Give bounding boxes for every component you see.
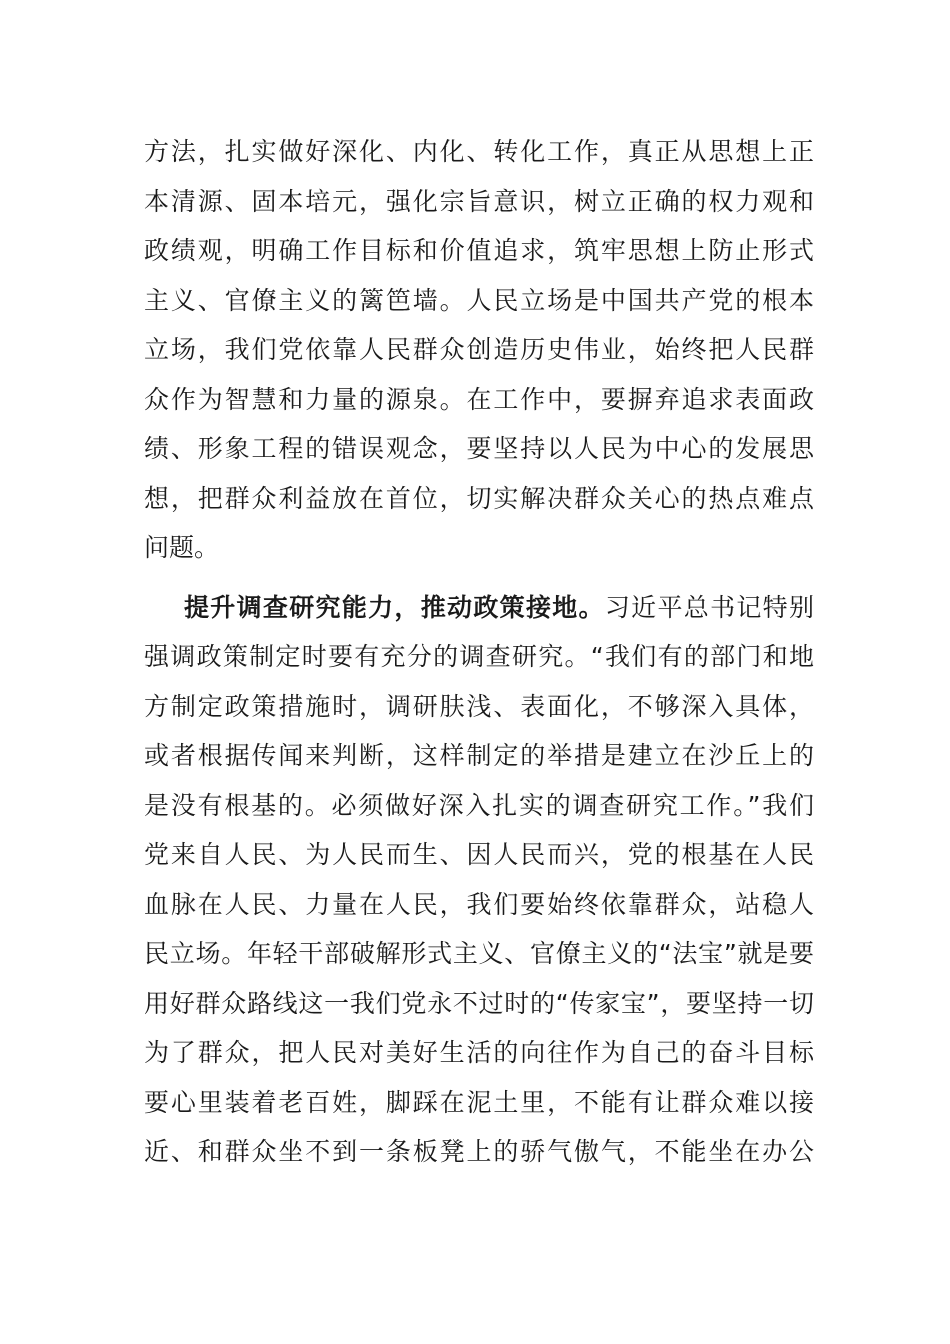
paragraph-2 bbox=[144, 583, 814, 1177]
text-line: 本清源、固本培元，强化宗旨意识，树立正确的权力观和 bbox=[144, 186, 814, 216]
text-line: 立场，我们党依靠人民群众创造历史伟业，始终把人民群 bbox=[144, 335, 814, 364]
text-line: 或者根据传闻来判断，这样制定的举措是建立在沙丘上的 bbox=[144, 741, 814, 770]
text-line: 强调政策制定时要有充分的调查研究。“我们有的部门和地 bbox=[144, 642, 814, 671]
text-line: 要心里装着老百姓，脚踩在泥土里，不能有让群众难以接 bbox=[144, 1087, 814, 1117]
text-line: 是没有根基的。必须做好深入扎实的调查研究工作。”我们 bbox=[144, 790, 814, 820]
text-line: 民立场。年轻干部破解形式主义、官僚主义的“法宝”就是要 bbox=[144, 939, 814, 968]
paragraph-gap bbox=[144, 573, 814, 583]
text-line: 用好群众路线这一我们党永不过时的“传家宝”，要坚持一切 bbox=[144, 988, 814, 1018]
text-line: 党来自人民、为人民而生、因人民而兴，党的根基在人民 bbox=[144, 840, 814, 869]
text-line: 政绩观，明确工作目标和价值追求，筑牢思想上防止形式 bbox=[144, 236, 814, 265]
text-line: 主义、官僚主义的篱笆墙。人民立场是中国共产党的根本 bbox=[144, 285, 814, 315]
text-line bbox=[144, 583, 814, 633]
text-line: 方法，扎实做好深化、内化、转化工作，真正从思想上正 bbox=[144, 137, 814, 166]
text-line: 绩、形象工程的错误观念，要坚持以人民为中心的发展思 bbox=[144, 434, 814, 463]
heading-continuation: 习近平总书记特别 bbox=[604, 592, 814, 622]
paragraph-heading: 提升调查研究能力，推动政策接地。 bbox=[184, 592, 605, 622]
text-line: 近、和群众坐不到一条板凳上的骄气傲气，不能坐在办公 bbox=[144, 1137, 814, 1166]
text-line: 方制定政策措施时，调研肤浅、表面化，不够深入具体， bbox=[144, 691, 814, 721]
text-line: 问题。 bbox=[144, 533, 220, 562]
text-line: 众作为智慧和力量的源泉。在工作中，要摒弃追求表面政 bbox=[144, 384, 814, 414]
body-text bbox=[144, 127, 814, 1177]
text-line: 血脉在人民、力量在人民，我们要始终依靠群众，站稳人 bbox=[144, 889, 814, 919]
text-line: 想，把群众利益放在首位，切实解决群众关心的热点难点 bbox=[144, 483, 814, 513]
text-line: 为了群众，把人民对美好生活的向往作为自己的奋斗目标 bbox=[144, 1038, 814, 1067]
paragraph-1 bbox=[144, 127, 814, 573]
